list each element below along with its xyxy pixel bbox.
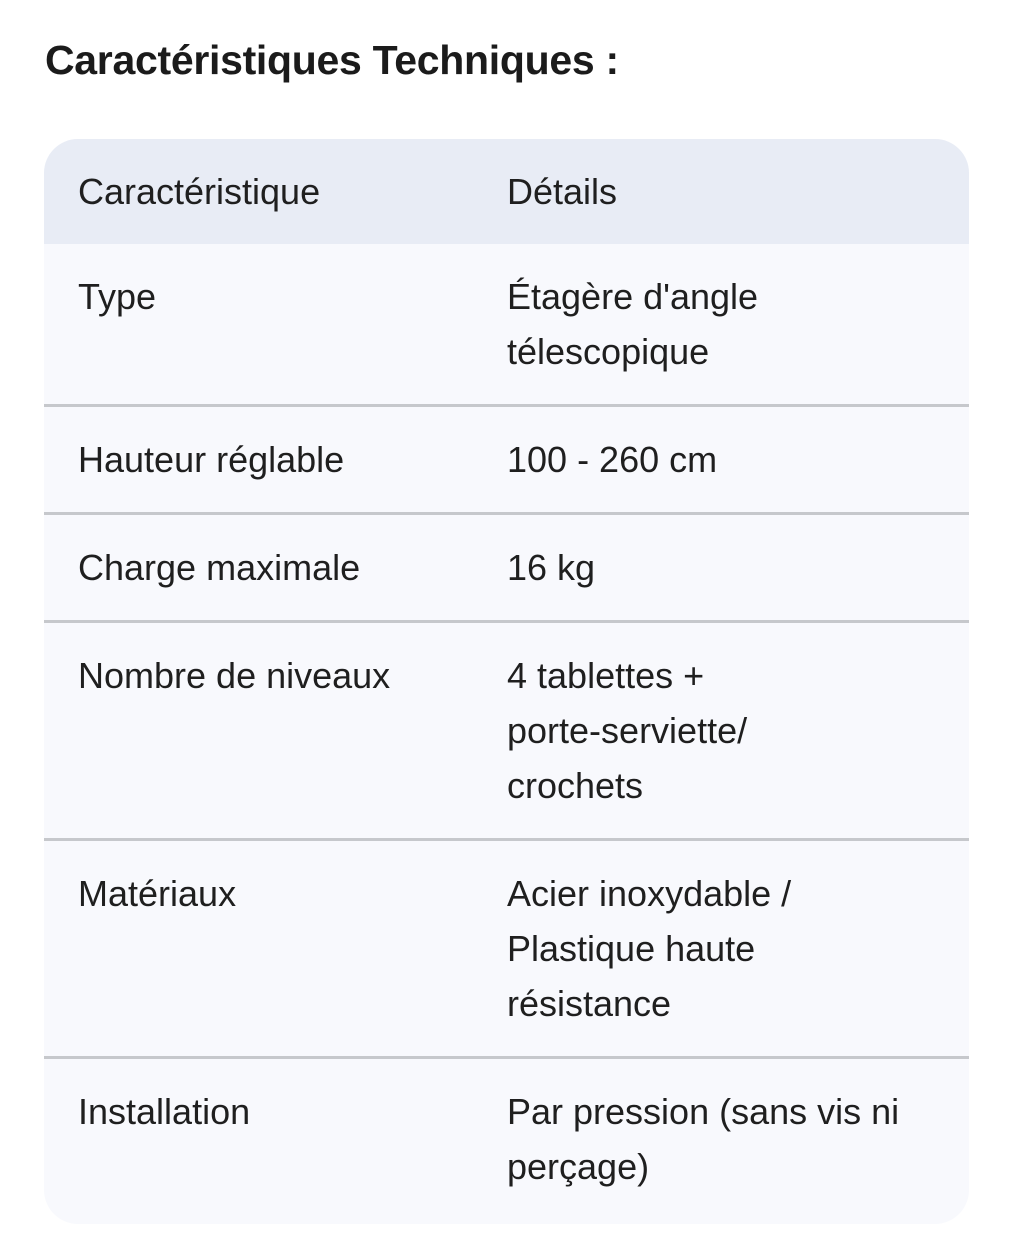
feature-cell: Nombre de niveaux — [78, 655, 391, 696]
details-cell: 100 - 260 cm — [507, 439, 718, 480]
table-row — [44, 244, 969, 406]
details-cell: 4 tablettes + porte-serviette/ crochets — [507, 655, 748, 806]
details-cell: Étagère d'angle télescopique — [507, 276, 759, 372]
table-row — [44, 406, 969, 514]
feature-cell: Installation — [78, 1091, 251, 1132]
table-row — [44, 514, 969, 622]
column-header-feature: Caractéristique — [78, 171, 321, 212]
details-cell: Par pression (sans vis ni perçage) — [507, 1091, 900, 1187]
section-title: Caractéristiques Techniques : — [45, 37, 619, 83]
feature-cell: Matériaux — [78, 873, 237, 914]
table-header-row — [44, 139, 969, 244]
table-row — [44, 622, 969, 840]
details-cell: 16 kg — [507, 547, 596, 588]
feature-cell: Hauteur réglable — [78, 439, 345, 480]
column-header-details: Détails — [507, 171, 618, 212]
details-cell: Acier inoxydable / Plastique haute résistance — [507, 873, 792, 1024]
table-row — [44, 1058, 969, 1225]
table-row — [44, 840, 969, 1058]
feature-cell: Charge maximale — [78, 547, 361, 588]
feature-cell: Type — [78, 276, 157, 317]
specs-table — [44, 139, 969, 1224]
